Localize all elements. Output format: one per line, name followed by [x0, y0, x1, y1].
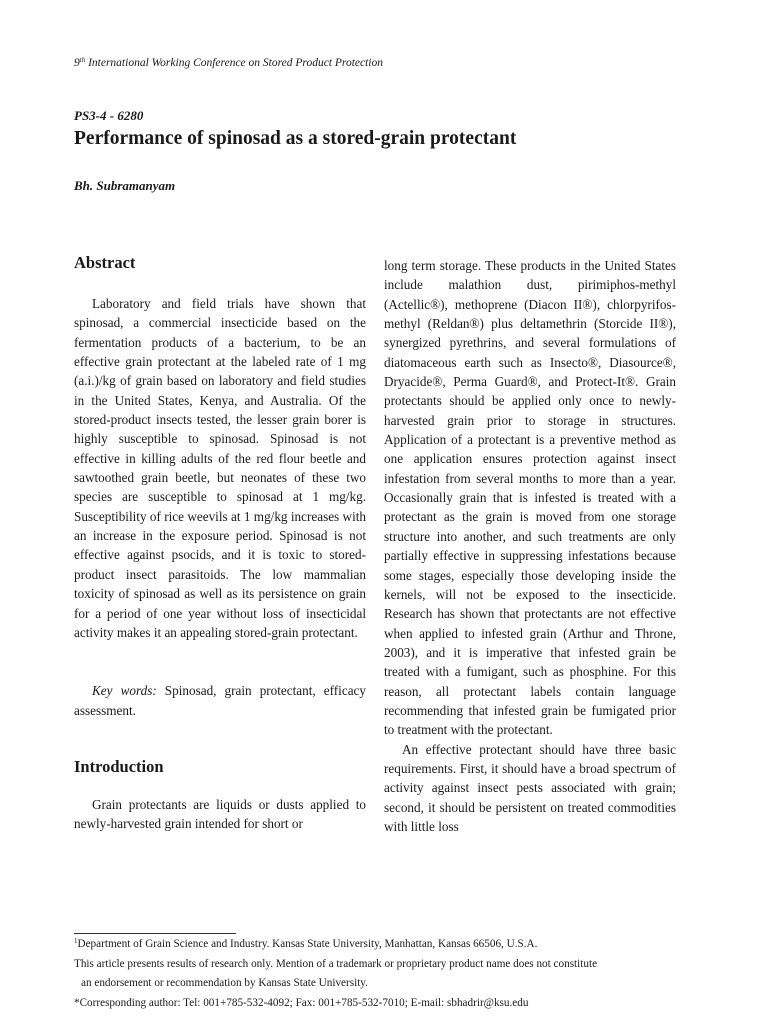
- introduction-paragraph-1-start: Grain protectants are liquids or dusts applied to newly-harvested grain intended for short or: [74, 796, 366, 832]
- footnote-affiliation: [74, 935, 694, 955]
- introduction-paragraph-2: An effective protectant should have three basic requirements. First, it should have a broad spectrum of activity against insect pests associated with grain; second, it should be persistent on treated commodities with little loss: [384, 741, 676, 834]
- footnote-divider: [74, 933, 236, 934]
- right-column: [384, 256, 676, 836]
- footnote-mark: 1: [74, 937, 78, 945]
- abstract-body: Laboratory and field trials have shown that spinosad, a commercial insecticide based on the fermentation products of a bacterium, to be an effective grain protectant at the labeled rate of 1 mg (a.i.)/kg of grain based on laboratory and field studies in the United States, Kenya, and Australia. Of the stored-product insects tested, the lesser grain borer is highly susceptible to spinosad. Spinosad is not effective in killing adults of the red flour beetle and sawtoothed grain beetle, but neonates of these two species are susceptible to spinosad at 1 mg/kg. Susceptibility of rice weevils at 1 mg/kg increases with an increase in the exposure period. Spinosad is not effective against psocids, and it is toxic to stored-product insect parasitoids. The low mammalian toxicity of spinosad as well as its persistence on grain for a period of one year without loss of insecticidal activity makes it an appealing stored-grain protectant.: [74, 296, 366, 640]
- footnotes: [74, 935, 694, 1013]
- conference-name: International Working Conference on Stored Product Protection: [85, 57, 383, 69]
- keywords-text: Spinosad, grain protectant, efficacy assessment.: [74, 683, 366, 718]
- introduction-paragraph-1-continued: long term storage. These products in the United States include malathion dust, pirimiphos-methyl (Actellic®), methoprene (Diacon II®), chlorpyrifos-methyl (Reldan®) plus deltamethrin (Storcide II®), synergized pyrethrins, and several formulations of diatomaceous earth such as Insecto®, Diasource®, Dryacide®, Perma Guard®, and Protect-It®. Grain protectants should be applied only once to newly-harvested grain prior to storage in structures. Application of a protectant is a preventive method as one application ensures protection against insect infestation from several months to more than a year. Occasionally grain that is infested is treated with a protectant as the grain is moved from one storage structure into another, and such treatments are only partially effective in suppressing infestations because some stages, especially those developing inside the kernels, will not be exposed to the insecticide. Research has shown that protectants are not effective when applied to infested grain (Arthur and Throne, 2003), and it is imperative that infested grain be treated with a fumigant, such as phosphine. For this reason, all protectant labels contain language recommending that infested grain be fumigated prior to treatment with the protectant.: [384, 258, 676, 738]
- footnote-disclaimer-line-1: This article presents results of research only. Mention of a trademark or proprietary product name does not constitute: [74, 957, 598, 970]
- footnote-corresponding-author: *Corresponding author: Tel: 001+785-532-4092; Fax: 001+785-532-7010; E-mail: sbhadrir@ksu.edu: [74, 996, 529, 1009]
- left-column: [74, 253, 366, 834]
- paper-id: PS3-4 - 6280: [74, 108, 144, 123]
- keywords: [74, 681, 366, 720]
- conference-ordinal-suffix: th: [79, 56, 86, 64]
- footnote-disclaimer-line-2: an endorsement or recommendation by Kansas State University.: [81, 977, 368, 989]
- affiliation-text: Department of Grain Science and Industry. Kansas State University, Manhattan, Kansas 66506, U.S.A.: [77, 938, 538, 950]
- conference-ordinal: 9: [74, 57, 80, 69]
- abstract-heading: Abstract: [74, 253, 136, 272]
- running-header: [74, 55, 674, 71]
- introduction-heading: Introduction: [74, 756, 164, 776]
- keywords-label: Key words:: [92, 683, 157, 699]
- paper-title: Performance of spinosad as a stored-grain protectant: [74, 128, 517, 149]
- author-name: Bh. Subramanyam: [74, 178, 176, 193]
